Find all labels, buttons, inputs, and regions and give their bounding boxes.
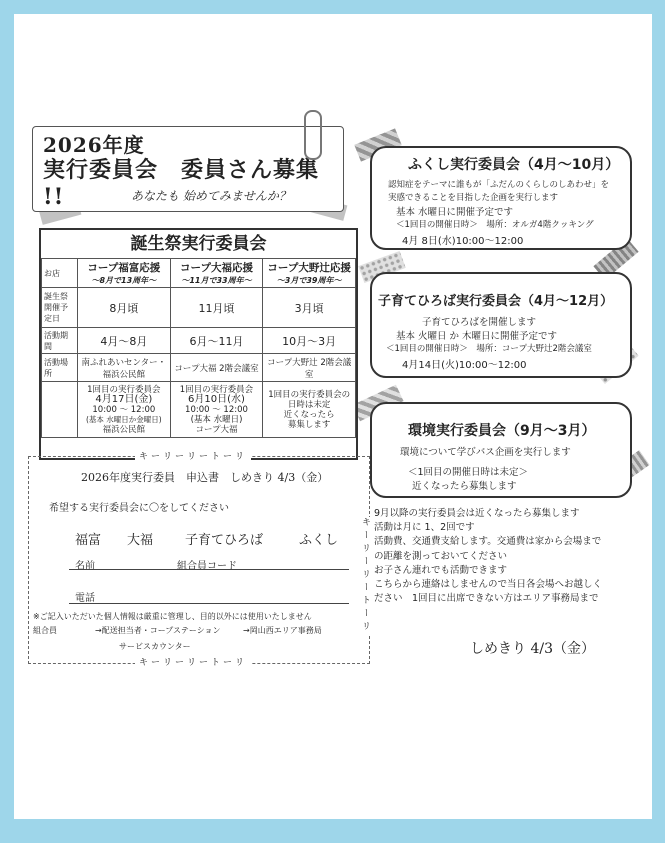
note-line: こちらから連絡はしませんので当日各会場へお越しく [374,579,603,591]
committee-title: ふくし実行委員会（4月〜10月） [408,157,620,173]
row-label: 誕生祭開催予定日 [42,288,78,328]
table-cell: 1回目の実行委員会 6月10日(水) 10:00 〜 12:00 (基本 水曜日) コープ大福 [170,382,263,438]
festival-table [41,258,356,438]
table-cell: コープ大野辻 2階会議室 [263,354,356,382]
note-line: 活動費、交通費支給します。交通費は家から会場まで [374,536,602,548]
phone-label: 電話 [75,593,95,604]
table-row [42,288,356,328]
table-row [42,328,356,354]
route-office: →岡山西エリア事務局 [243,626,322,635]
title-subtitle: あなたも 始めてみませんか？ [131,189,291,203]
table-cell: 6月〜11月 [170,328,263,354]
application-form [28,452,370,668]
festival-committee-box [39,228,358,460]
table-row [42,382,356,438]
row-label: 活動場所 [42,354,78,382]
note-line: の距離を測っておいてください [374,550,508,562]
option-daifuku[interactable]: 大福 [127,533,154,548]
column-header: コープ大福応援 〜11月で33周年〜 [170,259,263,288]
committee-box-fukushi: ふくし実行委員会（4月〜10月） 認知症をテーマに誰もが「ふだんのくらしのしあわせ」を 実感できることを目指した企画を実行します 基本 水曜日に開催予定です ＜1回目の開催日時＞ 場所：オルガ4階クッキング 4月 8日(水)10:00〜12:00 [370,146,632,250]
table-cell: 10月〜3月 [263,328,356,354]
table-cell: 8月頃 [78,288,171,328]
table-cell: 1回目の実行委員会 4月17日(金) 10:00 〜 12:00 (基本 水曜日か金曜日) 福浜公民館 [78,382,171,438]
table-cell: 1回目の実行委員会の 日時は未定 近くなったら 募集します [263,382,356,438]
column-header: コープ大野辻応援 〜3月で39周年〜 [263,259,356,288]
title-year: 2026年度 [43,133,145,157]
form-heading: 2026年度実行委員 申込書 しめきり 4/3（金） [81,471,329,484]
table-cell: 南ふれあいセンター・福浜公民館 [78,354,171,382]
name-field[interactable] [69,569,349,570]
option-kosodate[interactable]: 子育てひろば [185,533,264,548]
phone-field[interactable] [69,603,349,604]
route-delivery: →配送担当者・コープステーション [95,626,221,635]
table-cell: 4月〜8月 [78,328,171,354]
committee-title: 環境実行委員会（9月〜3月） [408,423,596,439]
cut-line-label-bottom: キーリーリートーリ [135,655,251,668]
table-cell: コープ大福 2階会議室 [170,354,263,382]
table-row [42,354,356,382]
committee-box-kankyo: 環境実行委員会（9月〜3月） 環境について学びバス企画を実行します ＜1回目の開催日時は未定＞ 近くなったら募集します [370,402,632,498]
committee-box-kosodate: 子育てひろば実行委員会（4月〜12月） 子育てひろばを開催します 基本 火曜日 か 木曜日に開催予定です ＜1回目の開催日時＞ 場所：コープ大野辻2階会議室 4月14日(火)10:00〜12:00 [370,272,632,378]
cut-line-label-side: キーリーリートーリ [360,517,370,634]
table-cell: 11月頃 [170,288,263,328]
paperclip-icon [304,110,322,160]
col-header: お店 [42,259,78,288]
note-line: 9月以降の実行委員会は近くなったら募集します [374,508,580,519]
flyer-page [14,14,652,819]
column-header: コープ福富応援 〜8月で13周年〜 [78,259,171,288]
title-main: 実行委員会 委員さん募集 [43,157,320,183]
option-fukutomi[interactable]: 福富 [75,533,102,548]
festival-heading: 誕生祭実行委員会 [130,234,267,254]
cut-line-label: キーリーリートーリ [135,449,251,462]
deadline: しめきり 4/3（金） [470,641,595,657]
note-line: お子さん連れでも活動できます [374,564,508,576]
table-cell: 3月頃 [263,288,356,328]
name-label: 名前 [75,561,95,572]
row-label: 活動期間 [42,328,78,354]
notes-block [374,507,614,606]
note-line: 活動は月に 1、2回です [374,522,475,534]
title-marks: !! [43,184,65,210]
route-counter: サービスカウンター [119,642,191,651]
table-row [42,259,356,288]
privacy-note: ※ご記入いただいた個人情報は厳重に管理し、目的以外には使用いたしません [33,612,312,621]
option-fukushi[interactable]: ふくし [299,533,339,548]
form-instruction: 希望する実行委員会に〇をしてください [49,503,229,514]
route-member: 組合員 [33,626,57,635]
title-banner [32,126,344,212]
committee-title: 子育てひろば実行委員会（4月〜12月） [378,294,614,309]
note-line: ださい 1回目に出席できない方はエリア事務局まで [374,593,599,605]
code-label: 組合員コード [177,561,237,572]
